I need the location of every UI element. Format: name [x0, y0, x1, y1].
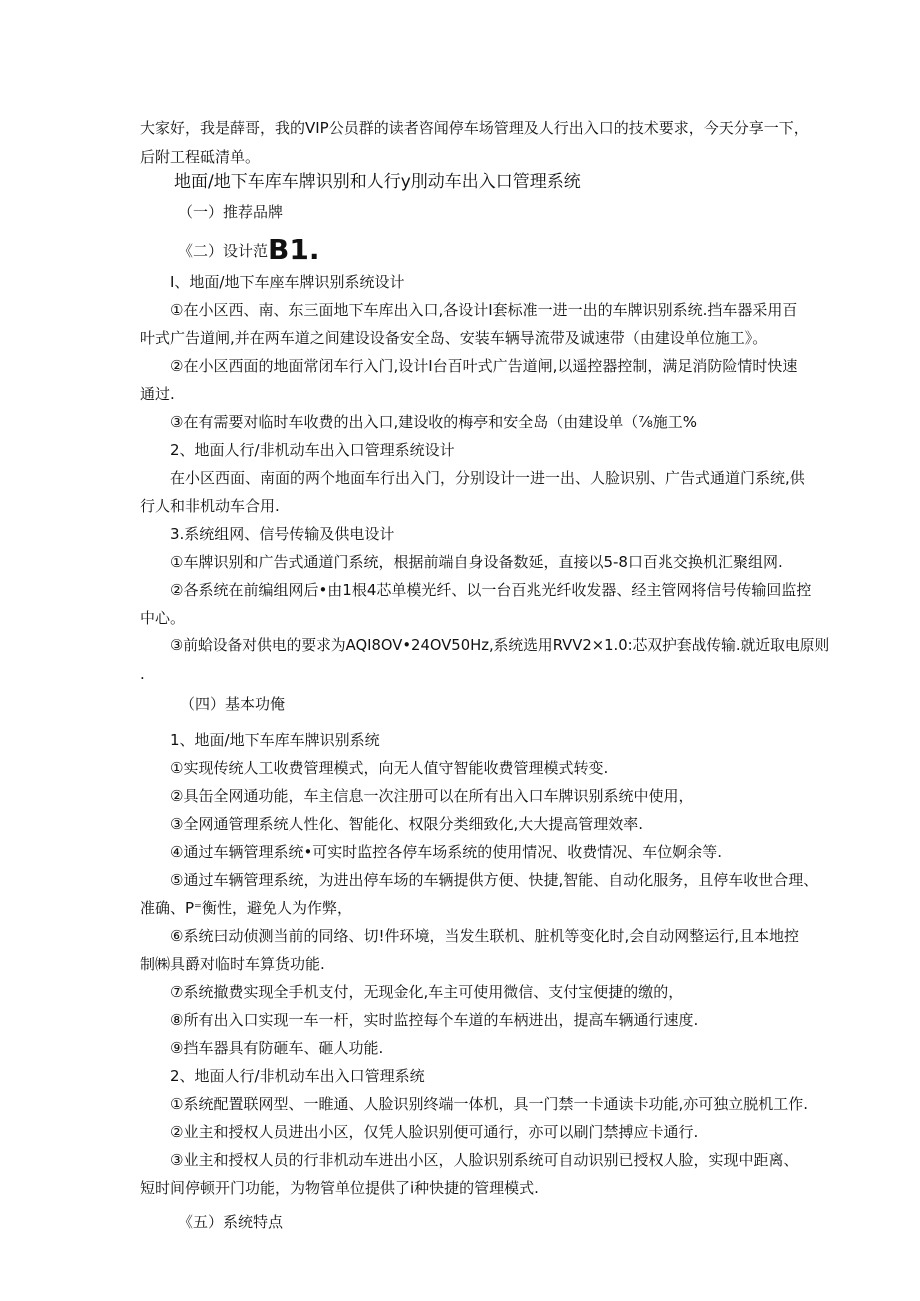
list-item: ⑥系统曰动侦测当前的同络、切!件环境，当发生联机、脏机等变化时,会自动网整运行,且本地控: [170, 927, 800, 945]
list-item: ①系统配置联网型、一睢通、人脸识别终端一体机，具一门禁一卡通读卡功能,亦可独立脱机工作.: [170, 1095, 808, 1113]
section-2-heading: [178, 233, 320, 266]
list-item: ②业主和授权人员进出小区，仅凭人脸识别便可通行，亦可以刷门禁搏应卡通行.: [170, 1123, 699, 1141]
list-item: 短时间停顿开门功能，为物管单位提供了i种快捷的管理模式.: [140, 1179, 539, 1197]
list-item: ⑦系统撤费实现全手机支付，无现金化,车主可使用微信、支付宝便捷的缴的，: [170, 983, 684, 1001]
paragraph-line: ②各系统在前编组网后•由1根4芯单模光纤、以一台百兆光纤收发器、经主管网将信号传输回监控: [170, 581, 812, 599]
section-5-heading: 《五）系统特点: [178, 1213, 284, 1231]
list-item: ③全网通管理系统人性化、智能化、权限分类细致化,大大提高管理效率.: [170, 815, 643, 833]
paragraph-line: ③在有需要对临时车收费的出入口,建设收的梅亭和安全岛（由建设单（⅞施工%: [170, 413, 698, 431]
list-item: 准确、P⁼衡性，避免人为作弊，: [140, 899, 352, 917]
paragraph-line: 通过.: [140, 385, 175, 403]
subsection-2-2-heading: 2、地面人行/非机动车出入口管理系统设计: [170, 441, 455, 459]
list-item: ③业主和授权人员的行非机动车进出小区，人脸识别系统可自动识别已授权人脸，实现中距离、: [170, 1151, 799, 1169]
paragraph-line: 行人和非机动车合用.: [140, 497, 280, 515]
paragraph-line: ②在小区西面的地面常闭车行入门,设计I台百叶式广告道闸,以遥控器控制，满足消防险情时快速: [170, 357, 798, 375]
subsection-4-2-heading: 2、地面人行/非机动车出入口管理系统: [170, 1067, 425, 1085]
subsection-4-1-heading: 1、地面/地下车库车牌识别系统: [170, 731, 380, 749]
list-item: ⑤通过车辆管理系统，为进出停车场的车辆提供方便、快捷,智能、自动化服务，且停车收世合理、: [170, 871, 819, 889]
list-item: ②具缶全网通功能，车主信息一次注册可以在所有出入口车牌识别系统中使用，: [170, 787, 694, 805]
list-item: ④通过车辆管理系统•可实时监控各停车场系统的使用情况、收费情况、车位婀余等.: [170, 843, 723, 861]
paragraph-line: ①在小区西、南、东三面地下车库出入口,各设计I套标准一进一出的车牌识别系统.挡车器采用百: [170, 301, 798, 319]
subsection-2-1-heading: I、地面/地下车座车牌识别系统设计: [170, 273, 405, 291]
list-item: 制㈱具爵对临时车算货功能.: [140, 955, 325, 973]
paragraph-line: ①车牌识别和广告式通道门系统，根据前端自身设备数延，直接以5-8口百兆交换机汇聚组网.: [170, 553, 783, 571]
paragraph-line: 叶式广告道闸,并在两车道之间建设设备安全岛、安装车辆导流带及诚速带（由建设单位施工》。: [140, 329, 768, 347]
intro-line-2: 后附工程砥清单。: [140, 148, 261, 166]
paragraph-line: 中心。: [140, 609, 186, 627]
subsection-2-3-heading: 3.系统组网、信号传输及供电设计: [170, 525, 395, 543]
paragraph-line: .: [140, 665, 145, 683]
section-1-heading: （一）推荐品牌: [178, 203, 284, 221]
paragraph-line: 在小区西面、南面的两个地面车行出入门，分别设计一进一出、人脸识别、广告式通道门系统,供: [170, 469, 805, 487]
section-2-heading-text: 《二）设计范: [178, 242, 269, 260]
intro-line-1: 大家好，我是薛哥，我的VIP公员群的读者咨闻停车场管理及人行出入口的技术要求，今天分享一下，: [140, 119, 809, 137]
list-item: ⑨挡车器具有防砸车、砸人功能.: [170, 1039, 384, 1057]
paragraph-line: ③前蛤设备对供电的要求为AQI8OV•24OV50Hz,系统选用RVV2×1.0:芯双护套战传输.就近取电原则: [170, 637, 830, 654]
section-4-heading: （四）基本功俺: [180, 695, 286, 713]
document-title: 地面/地下车库车牌识别和人行y刖动车出入口管理系统: [174, 172, 581, 192]
list-item: ①实现传统人工收费管理模式，向无人值守智能收费管理模式转变.: [170, 759, 609, 777]
section-2-heading-big: B1.: [268, 233, 320, 266]
list-item: ⑧所有出入口实现一车一杆，实时监控每个车道的车柄进出，提高车辆通行速度.: [170, 1011, 699, 1029]
